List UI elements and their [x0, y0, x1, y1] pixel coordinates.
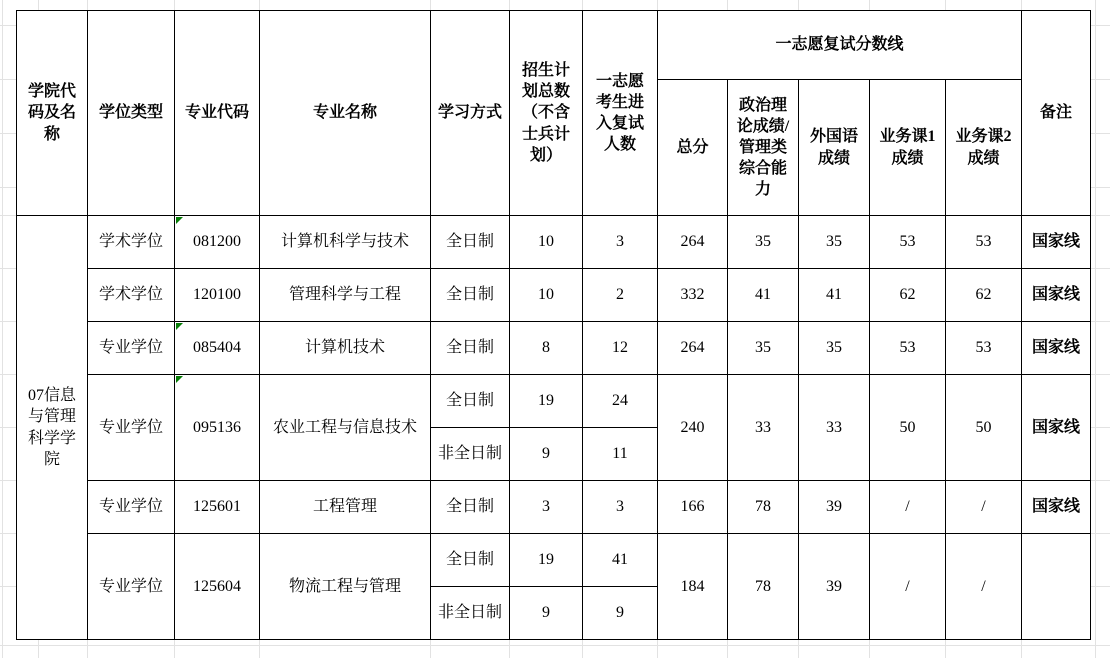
cell-major-code[interactable] [175, 534, 260, 640]
cell-major-name[interactable]: 计算机科学与技术 [260, 216, 431, 269]
cell-course1-score[interactable]: / [870, 481, 946, 534]
error-flag-icon [176, 217, 183, 224]
cell-degree-type[interactable]: 专业学位 [88, 534, 175, 640]
cell-politics-score[interactable]: 41 [728, 269, 799, 322]
table-row [17, 269, 1091, 322]
cell-foreign-score[interactable]: 35 [799, 216, 870, 269]
cell-entrants[interactable]: 11 [583, 428, 658, 481]
major-code-text: 085404 [193, 339, 241, 357]
cell-plan-total[interactable]: 9 [510, 587, 583, 640]
cell-degree-type[interactable]: 专业学位 [88, 322, 175, 375]
major-code-text: 125604 [193, 577, 241, 595]
cell-study-mode[interactable]: 非全日制 [431, 428, 510, 481]
cell-entrants[interactable]: 3 [583, 481, 658, 534]
cell-study-mode[interactable]: 全日制 [431, 534, 510, 587]
cell-plan-total[interactable]: 10 [510, 216, 583, 269]
cell-politics-score[interactable]: 78 [728, 481, 799, 534]
error-flag-icon [176, 323, 183, 330]
table-row [17, 216, 1091, 269]
cell-course2-score[interactable]: 53 [946, 322, 1022, 375]
cell-remark[interactable]: 国家线 [1022, 481, 1091, 534]
cell-remark[interactable]: 国家线 [1022, 375, 1091, 481]
cell-politics-score[interactable]: 35 [728, 322, 799, 375]
major-code-text: 081200 [193, 233, 241, 251]
admissions-table [16, 10, 1091, 640]
cell-politics-score[interactable]: 33 [728, 375, 799, 481]
cell-total-score[interactable]: 240 [658, 375, 728, 481]
table-row [17, 534, 1091, 587]
cell-college-name[interactable]: 07信息与管理科学学院 [17, 216, 88, 640]
header-major-code[interactable]: 专业代码 [175, 11, 260, 216]
header-remark[interactable]: 备注 [1022, 11, 1091, 216]
sheet-gridline [0, 645, 1110, 646]
cell-major-code[interactable] [175, 216, 260, 269]
cell-major-code[interactable] [175, 481, 260, 534]
cell-remark[interactable] [1022, 534, 1091, 640]
cell-study-mode[interactable]: 全日制 [431, 269, 510, 322]
cell-course2-score[interactable]: / [946, 534, 1022, 640]
cell-course2-score[interactable]: 62 [946, 269, 1022, 322]
header-retest-line-group[interactable]: 一志愿复试分数线 [658, 11, 1022, 80]
header-college[interactable]: 学院代码及名称 [17, 11, 88, 216]
cell-remark[interactable]: 国家线 [1022, 322, 1091, 375]
cell-major-code[interactable] [175, 375, 260, 481]
cell-entrants[interactable]: 24 [583, 375, 658, 428]
cell-total-score[interactable]: 264 [658, 322, 728, 375]
cell-total-score[interactable]: 166 [658, 481, 728, 534]
cell-politics-score[interactable]: 35 [728, 216, 799, 269]
header-first-choice-entrants[interactable]: 一志愿考生进入复试人数 [583, 11, 658, 216]
table-row [17, 481, 1091, 534]
cell-degree-type[interactable]: 专业学位 [88, 375, 175, 481]
cell-foreign-score[interactable]: 39 [799, 481, 870, 534]
header-degree-type[interactable]: 学位类型 [88, 11, 175, 216]
cell-politics-score[interactable]: 78 [728, 534, 799, 640]
cell-course1-score[interactable]: 50 [870, 375, 946, 481]
cell-entrants[interactable]: 9 [583, 587, 658, 640]
cell-entrants[interactable]: 3 [583, 216, 658, 269]
cell-course1-score[interactable]: 53 [870, 322, 946, 375]
cell-degree-type[interactable]: 学术学位 [88, 269, 175, 322]
header-total-score[interactable]: 总分 [658, 80, 728, 216]
major-code-text: 125601 [193, 498, 241, 516]
major-code-text: 095136 [193, 418, 241, 436]
header-politics-score[interactable]: 政治理论成绩/管理类综合能力 [728, 80, 799, 216]
cell-study-mode[interactable]: 非全日制 [431, 587, 510, 640]
cell-foreign-score[interactable]: 35 [799, 322, 870, 375]
cell-entrants[interactable]: 12 [583, 322, 658, 375]
cell-course2-score[interactable]: 50 [946, 375, 1022, 481]
cell-major-name[interactable]: 计算机技术 [260, 322, 431, 375]
cell-foreign-score[interactable]: 39 [799, 534, 870, 640]
cell-foreign-score[interactable]: 33 [799, 375, 870, 481]
cell-study-mode[interactable]: 全日制 [431, 322, 510, 375]
header-course1-score[interactable]: 业务课1成绩 [870, 80, 946, 216]
cell-plan-total[interactable]: 19 [510, 534, 583, 587]
cell-plan-total[interactable]: 3 [510, 481, 583, 534]
cell-major-code[interactable] [175, 322, 260, 375]
cell-plan-total[interactable]: 9 [510, 428, 583, 481]
cell-total-score[interactable]: 264 [658, 216, 728, 269]
header-major-name[interactable]: 专业名称 [260, 11, 431, 216]
cell-major-name[interactable]: 管理科学与工程 [260, 269, 431, 322]
cell-entrants[interactable]: 2 [583, 269, 658, 322]
error-flag-icon [176, 376, 183, 383]
cell-study-mode[interactable]: 全日制 [431, 375, 510, 428]
cell-remark[interactable]: 国家线 [1022, 216, 1091, 269]
major-code-text: 120100 [193, 286, 241, 304]
header-plan-total[interactable]: 招生计划总数（不含士兵计划） [510, 11, 583, 216]
header-foreign-language-score[interactable]: 外国语成绩 [799, 80, 870, 216]
cell-entrants[interactable]: 41 [583, 534, 658, 587]
cell-foreign-score[interactable]: 41 [799, 269, 870, 322]
cell-course2-score[interactable]: / [946, 481, 1022, 534]
cell-remark[interactable]: 国家线 [1022, 269, 1091, 322]
cell-plan-total[interactable]: 19 [510, 375, 583, 428]
cell-study-mode[interactable]: 全日制 [431, 481, 510, 534]
cell-major-name[interactable]: 农业工程与信息技术 [260, 375, 431, 481]
cell-major-name[interactable]: 物流工程与管理 [260, 534, 431, 640]
cell-major-code[interactable] [175, 269, 260, 322]
cell-plan-total[interactable]: 10 [510, 269, 583, 322]
sheet-gridline [2, 0, 3, 658]
table-row [17, 322, 1091, 375]
cell-major-name[interactable]: 工程管理 [260, 481, 431, 534]
header-row-1 [17, 11, 1091, 80]
cell-course1-score[interactable]: 62 [870, 269, 946, 322]
cell-total-score[interactable]: 332 [658, 269, 728, 322]
cell-total-score[interactable]: 184 [658, 534, 728, 640]
header-study-mode[interactable]: 学习方式 [431, 11, 510, 216]
cell-study-mode[interactable]: 全日制 [431, 216, 510, 269]
cell-course1-score[interactable]: / [870, 534, 946, 640]
header-course2-score[interactable]: 业务课2成绩 [946, 80, 1022, 216]
cell-course1-score[interactable]: 53 [870, 216, 946, 269]
cell-plan-total[interactable]: 8 [510, 322, 583, 375]
cell-degree-type[interactable]: 专业学位 [88, 481, 175, 534]
cell-degree-type[interactable]: 学术学位 [88, 216, 175, 269]
sheet-gridline [1095, 0, 1096, 658]
cell-course2-score[interactable]: 53 [946, 216, 1022, 269]
table-row [17, 375, 1091, 428]
